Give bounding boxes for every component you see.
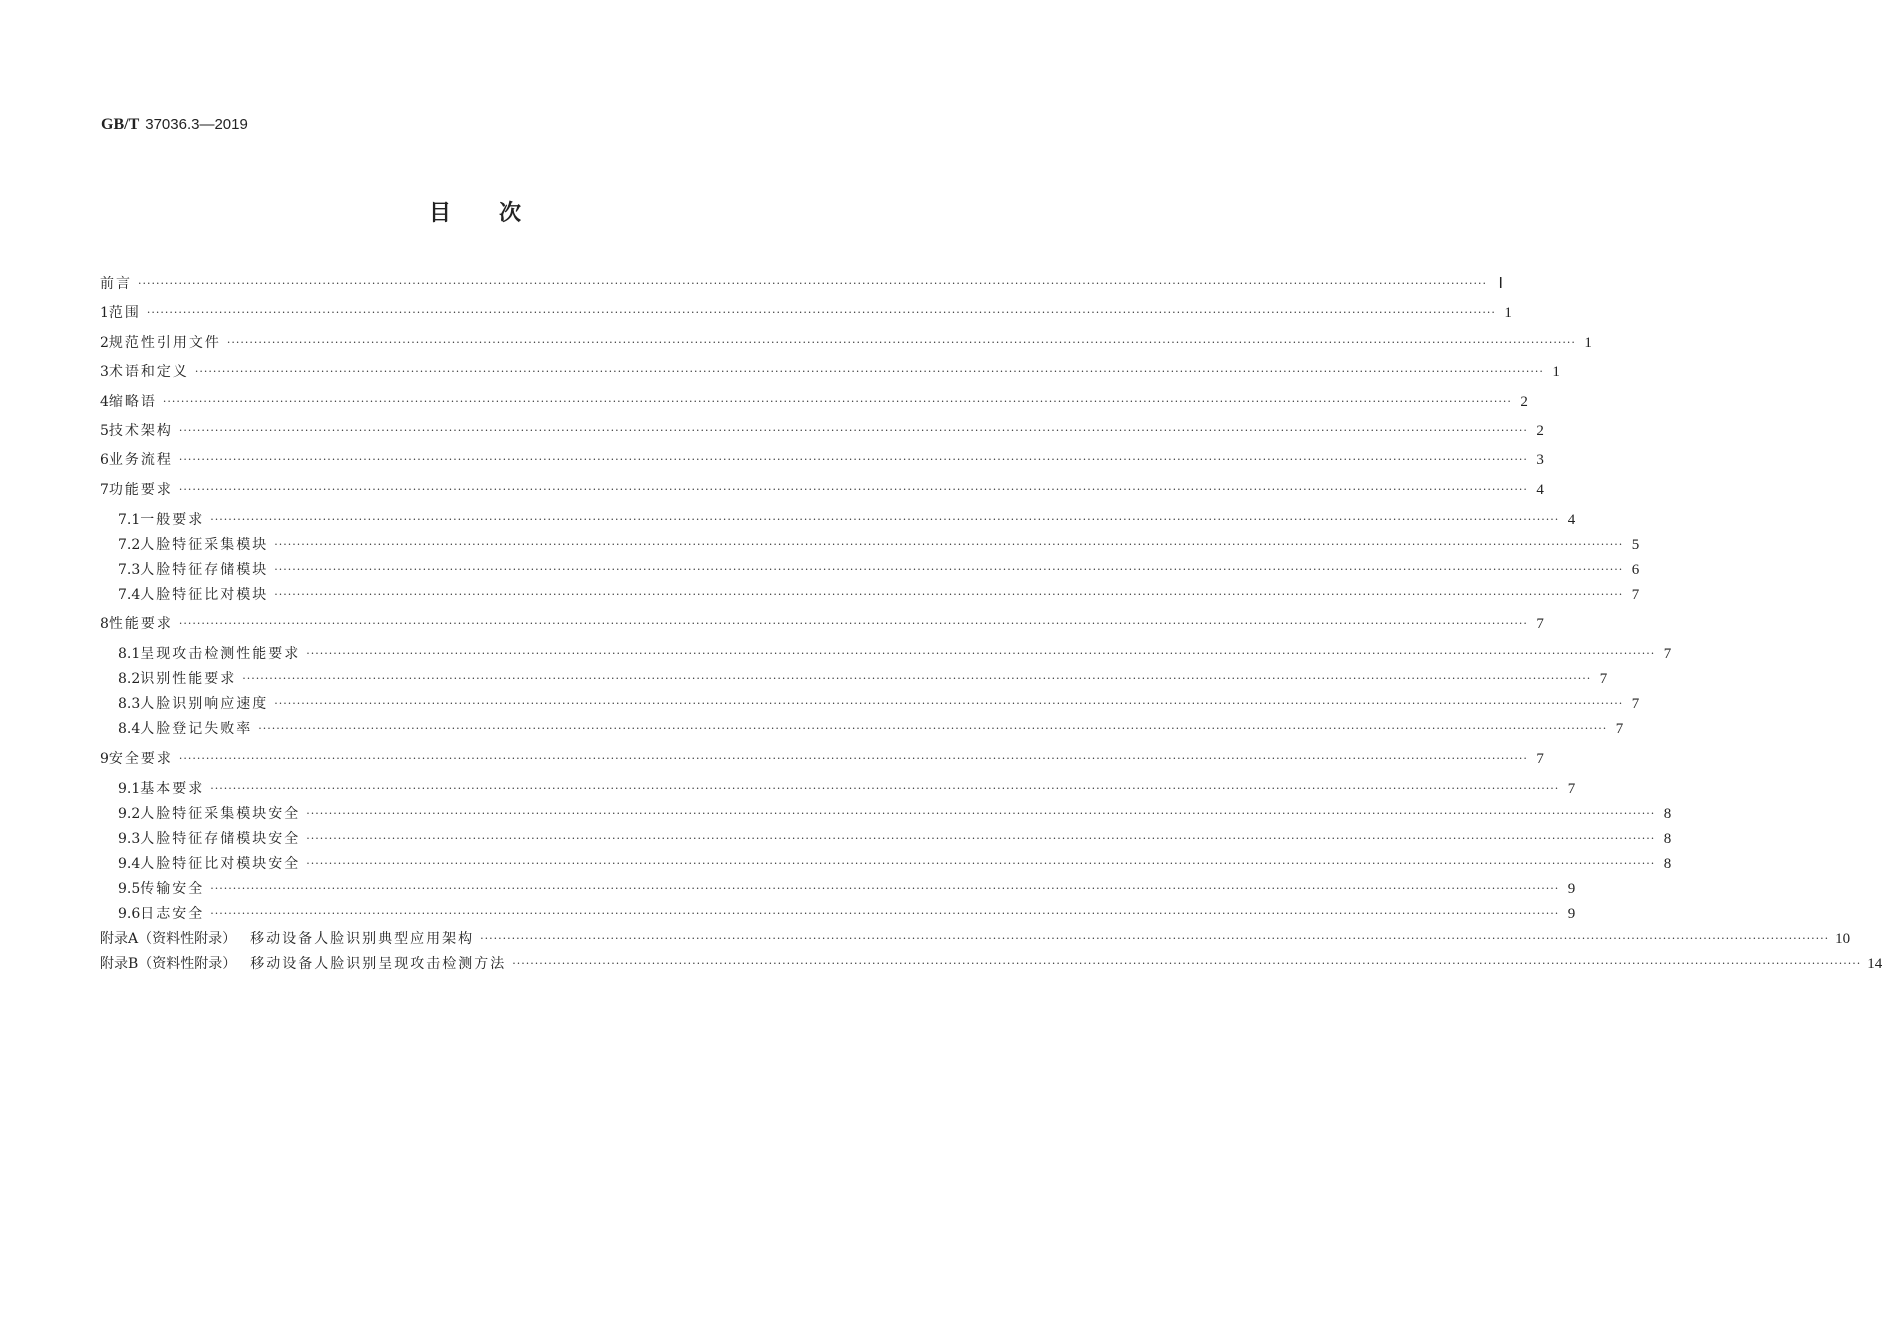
toc-entry-title: 人脸特征存储模块	[140, 561, 269, 578]
toc-entry-page: 4	[1536, 481, 1544, 498]
leader-dots: ············································································································································································································································································································	[162, 394, 1512, 408]
toc-entry[interactable]	[100, 954, 1882, 974]
toc-entry[interactable]	[118, 829, 1672, 849]
toc-entry[interactable]	[118, 510, 1576, 530]
toc-entry-page: 1	[1504, 305, 1512, 322]
toc-entry[interactable]	[118, 779, 1576, 799]
toc-entry[interactable]	[118, 694, 1640, 714]
leader-dots: ············································································································································································································································································································	[178, 453, 1528, 467]
toc-entry[interactable]	[118, 644, 1672, 664]
toc-entry-title: 移动设备人脸识别呈现攻击检测方法	[250, 955, 507, 972]
leader-dots: ············································································································································································································································································································	[178, 424, 1528, 437]
toc-entry-number: 7.2	[118, 536, 141, 553]
leader-dots: ············································································································································································································································································································	[480, 931, 1830, 945]
leader-dots: ············································································································································································································································································································	[274, 562, 1624, 576]
toc-entry-title: 移动设备人脸识别典型应用架构	[250, 930, 475, 947]
toc-entry[interactable]	[118, 854, 1672, 874]
leader-dots: ············································································································································································································································································································	[306, 831, 1656, 845]
leader-dots: ············································································································································································································································································································	[274, 697, 1624, 711]
toc-entry-number: 9.5	[118, 880, 141, 897]
toc-entry-number: 附录A（资料性附录）	[100, 930, 237, 947]
toc-entry-page: 8	[1663, 830, 1672, 847]
std-prefix: GB/T	[101, 116, 140, 133]
toc-entry-title: 人脸特征比对模块安全	[140, 855, 301, 872]
toc-entry[interactable]	[100, 421, 1544, 441]
leader-dots: ············································································································································································································································································································	[210, 881, 1560, 895]
toc-entry-page: 2	[1520, 393, 1528, 410]
toc-entry-number: 8.3	[118, 696, 141, 713]
toc-entry[interactable]	[100, 362, 1560, 382]
toc-entry-page: 6	[1631, 561, 1640, 578]
toc-entry-page: 1	[1584, 334, 1592, 351]
toc-entry-title: 呈现攻击检测性能要求	[140, 646, 301, 663]
toc-entry-number: 9	[100, 750, 109, 767]
toc-entry-title: 人脸登记失败率	[140, 721, 253, 738]
leader-dots: ············································································································································································································································································································	[178, 617, 1528, 631]
toc-entry-page: 4	[1567, 511, 1576, 528]
toc-entry-number: 4	[100, 393, 109, 410]
toc-entry-page: 10	[1835, 930, 1851, 947]
toc-entry-page: 7	[1615, 721, 1624, 738]
toc-entry-number: 3	[100, 364, 109, 381]
toc-entry-page: 9	[1567, 905, 1576, 922]
toc-entry[interactable]	[100, 749, 1544, 769]
toc-entry-title: 人脸特征采集模块安全	[140, 805, 301, 822]
toc-entry-number: 7.3	[118, 561, 141, 578]
leader-dots: ············································································································································································································································································································	[178, 482, 1528, 496]
toc-entry-number: 8	[100, 616, 109, 633]
toc-entry-page: 7	[1536, 750, 1544, 767]
toc-entry-number: 9.6	[118, 905, 141, 922]
toc-entry-number: 9.4	[118, 855, 141, 872]
toc-entry-page: Ⅰ	[1498, 276, 1503, 292]
toc-entry-page: 2	[1536, 423, 1544, 439]
leader-dots: ············································································································································································································································································································	[242, 672, 1592, 686]
toc-entry-number: 7.4	[118, 586, 141, 603]
leader-dots: ············································································································································································································································································································	[512, 956, 1862, 970]
toc-entry[interactable]	[100, 274, 1503, 294]
toc-entry-page: 7	[1567, 780, 1576, 797]
toc-entry-number: 9.3	[118, 830, 141, 847]
leader-dots: ············································································································································································································································································································	[138, 277, 1487, 290]
toc-entry-number: 7	[100, 481, 109, 498]
toc-entry-title: 范围	[108, 305, 141, 322]
toc-entry-title: 人脸识别响应速度	[140, 696, 269, 713]
leader-dots: ············································································································································································································································································································	[306, 647, 1656, 661]
toc-entry[interactable]	[118, 669, 1608, 689]
toc-entry-page: 1	[1552, 364, 1560, 381]
standard-number	[101, 115, 248, 134]
toc-entry-title: 业务流程	[108, 452, 173, 469]
toc-entry-title: 一般要求	[140, 511, 205, 528]
toc-entry-number: 6	[100, 452, 109, 469]
toc-entry-page: 8	[1663, 855, 1672, 872]
toc-entry-number: 附录B（资料性附录）	[100, 955, 237, 972]
leader-dots: ············································································································································································································································································································	[146, 306, 1496, 320]
toc-entry-title: 识别性能要求	[140, 671, 237, 688]
toc-entry[interactable]	[100, 333, 1592, 353]
toc-entry-title: 安全要求	[108, 750, 173, 767]
toc-entry-title: 传输安全	[140, 880, 205, 897]
toc-entry-number: 2	[100, 334, 109, 351]
leader-dots: ············································································································································································································································································································	[178, 751, 1528, 765]
toc-entry-title: 性能要求	[108, 616, 173, 633]
leader-dots: ············································································································································································································································································································	[226, 335, 1576, 349]
leader-dots: ············································································································································································································································································································	[194, 365, 1544, 379]
toc-entry[interactable]	[118, 585, 1640, 605]
toc-entry-page: 8	[1663, 805, 1672, 822]
toc-entry[interactable]	[100, 480, 1544, 500]
toc-entry[interactable]	[100, 392, 1528, 412]
leader-dots: ············································································································································································································································································································	[210, 512, 1560, 526]
leader-dots: ············································································································································································································································································································	[210, 906, 1560, 920]
toc-entry-number: 9.2	[118, 805, 141, 822]
toc-entry-page: 3	[1536, 452, 1544, 469]
toc-entry-number: 1	[100, 305, 109, 322]
toc-entry-page: 9	[1567, 880, 1576, 897]
toc-entry[interactable]	[118, 904, 1576, 924]
leader-dots: ············································································································································································································································································································	[274, 537, 1624, 551]
toc-entry-title: 人脸特征存储模块安全	[140, 830, 301, 847]
toc-entry[interactable]	[100, 929, 1851, 949]
toc-entry-number: 9.1	[118, 780, 141, 797]
toc-entry-number: 8.2	[118, 671, 141, 688]
page-title: 目次	[428, 201, 569, 226]
leader-dots: ············································································································································································································································································································	[210, 781, 1560, 795]
toc-entry-page: 7	[1663, 646, 1672, 663]
toc-entry-title: 功能要求	[108, 481, 173, 498]
toc-entry-page: 7	[1631, 696, 1640, 713]
leader-dots: ············································································································································································································································································································	[274, 587, 1624, 601]
toc-entry-title: 技术架构	[108, 423, 173, 439]
toc-entry-title: 基本要求	[140, 780, 205, 797]
toc-entry[interactable]	[100, 303, 1512, 323]
toc-entry[interactable]	[118, 804, 1672, 824]
toc-entry[interactable]	[118, 560, 1640, 580]
toc-entry[interactable]	[118, 879, 1576, 899]
toc-entry-title: 术语和定义	[108, 364, 189, 381]
toc-entry[interactable]	[118, 535, 1640, 555]
toc-entry-number: 7.1	[118, 511, 141, 528]
toc-entry[interactable]	[100, 614, 1544, 634]
toc-entry-title: 规范性引用文件	[108, 334, 221, 351]
leader-dots: ············································································································································································································································································································	[306, 806, 1656, 820]
toc-entry-page: 14	[1867, 955, 1882, 972]
toc-entry-number: 8.4	[118, 721, 141, 738]
toc-entry-page: 5	[1631, 536, 1640, 553]
toc-entry-number: 5	[100, 423, 109, 439]
toc-entry[interactable]	[100, 450, 1544, 470]
toc-entry-title: 人脸特征比对模块	[140, 586, 269, 603]
leader-dots: ············································································································································································································································································································	[258, 722, 1608, 736]
toc-entry-title: 前言	[100, 276, 132, 292]
toc-entry-number: 8.1	[118, 646, 141, 663]
toc-entry[interactable]	[118, 719, 1624, 739]
toc-entry-title: 缩略语	[108, 393, 157, 410]
toc-entry-page: 7	[1536, 616, 1544, 633]
std-number: 37036.3—2019	[145, 116, 248, 133]
leader-dots: ············································································································································································································································································································	[306, 856, 1656, 870]
toc-entry-title: 人脸特征采集模块	[140, 536, 269, 553]
toc-entry-page: 7	[1599, 671, 1608, 688]
toc-entry-page: 7	[1631, 586, 1640, 603]
toc-entry-title: 日志安全	[140, 905, 205, 922]
